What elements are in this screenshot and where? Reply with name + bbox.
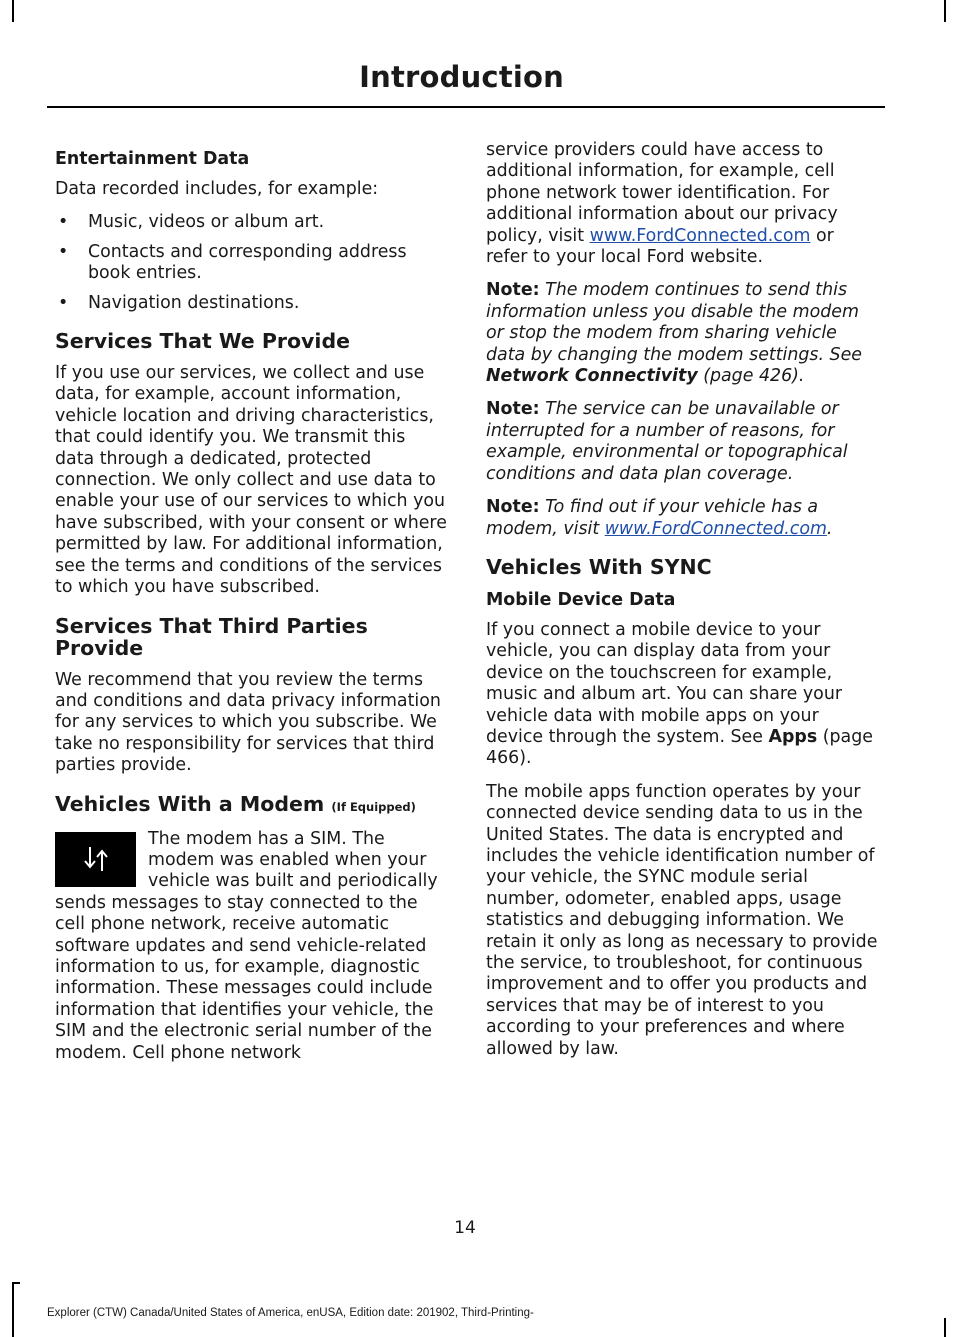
list-item: • Navigation destinations. [55,293,447,314]
crop-mark-bottom-left-h [12,1282,20,1284]
modem-paragraph: The modem has a SIM. The modem was enabled when your vehicle was built and periodically sends messages to stay connected to the cell phone network, receive automatic software updates and send vehicle-related information to us, for example, diagnostic information. These messages could include information that identifies your vehicle, the SIM and the electronic serial number of the modem. Cell phone network [55,828,438,1063]
note-label: Note: [486,399,540,420]
apps-paragraph: The mobile apps function operates by your connected device sending data to us in the United States. The data is encrypted and includes the vehicle identification number of your vehicle, the SYNC module serial number, odometer, enabled apps, usage statistics and debugging information. We retain it only as long as necessary to provide the service, to troubleshoot, for continuous improvement and to offer you products and services that may be of interest to you according to your preferences and where allowed by law. [486,781,878,1059]
right-column [486,140,878,1072]
note-3 [486,497,878,540]
ford-connected-link[interactable]: www.FordConnected.com [589,225,811,246]
network-connectivity-page: (page 426). [703,366,805,387]
modem-heading-text: Vehicles With a Modem [55,791,325,816]
modem-data-transfer-icon [55,832,136,887]
note-1 [486,280,878,387]
modem-heading [55,793,447,818]
services-paragraph: If you use our services, we collect and use data, for example, account information, vehicle location and driving characteristics, that could identify you. We transmit this data through a dedicated, protected connection. We only collect and use data to enable your use of our services to which you have subscribed, with your consent or where permitted by law. For additional information, see the terms and conditions of the services to which you have subscribed. [55,363,447,598]
apps-page: (page 466). [486,726,873,769]
third-parties-heading: Services That Third Parties Provide [55,613,368,660]
network-connectivity-ref[interactable]: Network Connectivity [486,366,698,387]
note-2 [486,399,878,485]
left-column [55,140,447,1076]
sync-heading: Vehicles With SYNC [486,554,712,579]
crop-mark-bottom-left [12,1282,14,1337]
arrows-up-down-icon [79,844,113,874]
modem-section [55,829,447,1064]
page-title: Introduction [359,60,564,94]
list-item: • Music, videos or album art. [55,212,447,233]
mobile-device-heading: Mobile Device Data [486,589,676,610]
services-heading: Services That We Provide [55,329,351,354]
privacy-text-end: or refer to your local Ford website. [486,225,834,268]
note-label: Note: [486,497,540,518]
note-1-text: The modem continues to send this information unless you disable the modem or stop the modem from sharing vehicle data by changing the modem settings. See [486,280,862,365]
apps-ref[interactable]: Apps [768,726,818,747]
note-2-text: The service can be unavailable or interrupted for a number of reasons, for example, environmental or topographical conditions and data plan coverage. [486,399,848,484]
entertainment-list [55,212,447,314]
mobile-text: If you connect a mobile device to your vehicle, you can display data from your device on the touchscreen for example, music and album art. You can share your vehicle data with mobile apps on your device through the system. See [486,619,842,747]
note-label: Note: [486,280,540,301]
third-parties-paragraph: We recommend that you review the terms and conditions and data privacy information for any services to which you subscribe. We take no responsibility for services that third parties provide. [55,669,441,776]
if-equipped-label: (If Equipped) [331,799,416,814]
edition-footer: Explorer (CTW) Canada/United States of America, enUSA, Edition date: 201902, Third-Printing- [47,1307,534,1319]
entertainment-data-heading: Entertainment Data [55,149,250,169]
privacy-text: service providers could have access to additional information, for example, cell phone network tower identification. For additional information about our privacy policy, visit [486,140,838,246]
header-rule [47,106,885,108]
crop-mark-top-left [12,0,14,22]
entertainment-intro: Data recorded includes, for example: [55,179,379,199]
crop-mark-top-right [944,0,946,22]
ford-connected-link-2[interactable]: www.FordConnected.com [604,518,827,539]
mobile-paragraph [486,620,878,770]
privacy-paragraph [486,140,878,268]
page-number: 14 [454,1218,476,1238]
note-3-text: To find out if your vehicle has a modem, visit [486,497,819,539]
note-3-period: . [826,518,833,539]
crop-mark-bottom-right [944,1318,946,1337]
list-item: • Contacts and corresponding address book entries. [55,242,447,285]
